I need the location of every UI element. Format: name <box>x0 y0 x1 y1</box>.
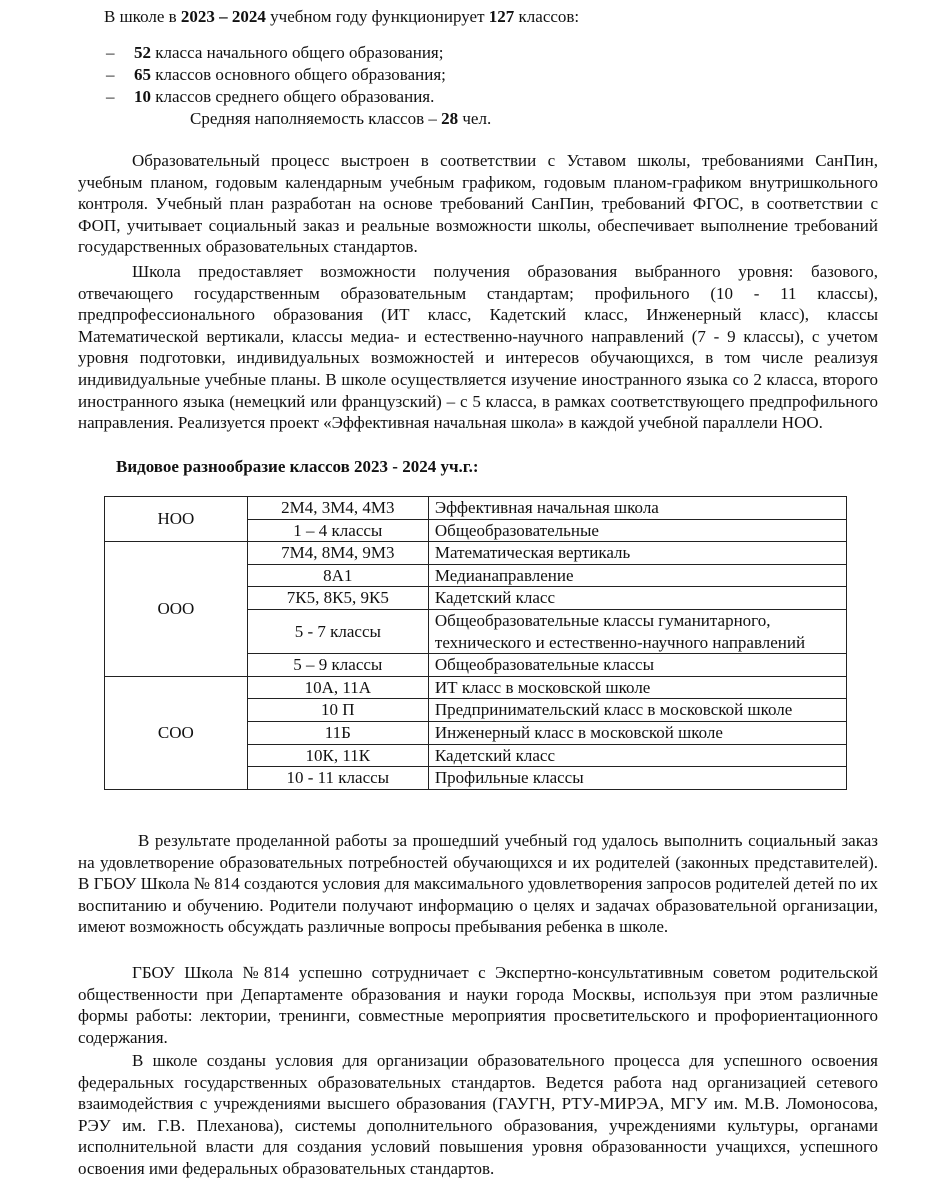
table-row <box>105 542 847 565</box>
paragraph-education-levels: Школа предоставляет возможности получения образования выбранного уровня: базового, отвечающего государственным образовательным стандартам; профильного (10 - 11 классы), предпрофессионального образования (ИТ класс, Кадетский класс, Инженерный класс), классы Математической вертикали, классы медиа- и естественно-научного направлений (7 - 9 классы), с учетом уровня подготовки, индивидуальных возможностей и интересов обучающихся, в том числе реализуя индивидуальные учебные планы. В школе осуществляется изучение иностранного языка со 2 класса, второго иностранного языка (немецкий или французский) – с 5 класса, в рамках соответствующего предпрофильного направления. Реализуется проект «Эффективная начальная школа» в каждой учебной параллели НОО. <box>78 262 878 433</box>
description-cell: Общеобразовательные <box>428 519 846 542</box>
list-num: 10 <box>134 87 151 106</box>
list-dash: – <box>106 87 115 106</box>
intro-years: 2023 – 2024 <box>180 7 266 26</box>
description-cell: ИТ класс в московской школе <box>428 676 846 699</box>
list-dash: – <box>106 43 115 62</box>
classes-cell: 7К5, 8К5, 9К5 <box>247 587 428 610</box>
intro-post: классов: <box>514 7 580 26</box>
level-cell: СОО <box>105 676 248 789</box>
table-row <box>105 676 847 699</box>
intro-mid: учебном году функционирует <box>265 7 489 26</box>
paragraph-educational-process: Образовательный процесс выстроен в соответствии с Уставом школы, требованиями СанПин, учебным планом, годовым календарным учебным графиком, годовым планом-графиком внутришкольного контроля. Учебный план разработан на основе требований СанПин, требований ФГОС, в соответствии с ФОП, учитывает социальный заказ и реальные возможности школы, обеспечивает выполнение требований государственных образовательных стандартов. <box>78 151 878 257</box>
description-cell: Медианаправление <box>428 564 846 587</box>
classes-cell: 2М4, 3М4, 4М3 <box>247 497 428 520</box>
avg-post: чел. <box>458 109 492 128</box>
classes-cell: 10 П <box>247 699 428 722</box>
level-cell: НОО <box>105 497 248 542</box>
table-row <box>105 497 847 520</box>
average-size-line <box>190 108 491 130</box>
intro-count: 127 <box>488 7 515 26</box>
classes-cell: 5 - 7 классы <box>247 609 428 653</box>
paragraph-cooperation: ГБОУ Школа №814 успешно сотрудничает с Экспертно-консультативным советом родительской общественности при Департаменте образования и науки города Москвы, используя при этом различные формы работы: лектории, тренинги, совместные мероприятия просветительского и профориентационного содержания. <box>78 963 878 1047</box>
paragraph-conditions: В школе созданы условия для организации образовательного процесса для успешного освоения федеральных государственных образовательных стандартов. Ведется работа над организацией сетевого взаимодействия с учреждениями высшего образования (ГАУГН, РТУ-МИРЭА, МГУ им. М.В. Ломоносова, РЭУ им. Г.В. Плеханова), системы дополнительного образования, учреждениями культуры, органами исполнительной власти для создания условий повышения уровня образованности учащихся, успешного освоения ими федеральных образовательных стандартов. <box>78 1051 878 1178</box>
intro-pre: В школе в <box>104 7 181 26</box>
description-cell: Кадетский класс <box>428 744 846 767</box>
description-cell: Кадетский класс <box>428 587 846 610</box>
table-title: Видовое разнообразие классов 2023 - 2024 уч.г.: <box>116 457 479 476</box>
list-dash: – <box>106 65 115 84</box>
avg-num: 28 <box>441 109 459 128</box>
level-cell: ООО <box>105 542 248 677</box>
list-num: 52 <box>134 43 151 62</box>
description-cell: Общеобразовательные классы гуманитарного, технического и естественно-научного направлений <box>428 609 846 653</box>
description-cell: Инженерный класс в московской школе <box>428 721 846 744</box>
classes-cell: 10К, 11К <box>247 744 428 767</box>
description-cell: Предпринимательский класс в московской школе <box>428 699 846 722</box>
list-text: класса начального общего образования; <box>151 43 444 62</box>
avg-pre: Средняя наполняемость классов – <box>190 109 442 128</box>
description-cell: Математическая вертикаль <box>428 542 846 565</box>
classes-cell: 1 – 4 классы <box>247 519 428 542</box>
description-cell: Эффективная начальная школа <box>428 497 846 520</box>
list-text: классов основного общего образования; <box>151 65 446 84</box>
classes-cell: 10А, 11А <box>247 676 428 699</box>
list-text: классов среднего общего образования. <box>151 87 435 106</box>
class-types-table <box>104 496 847 790</box>
classes-cell: 11Б <box>247 721 428 744</box>
list-num: 65 <box>134 65 151 84</box>
classes-cell: 7М4, 8М4, 9М3 <box>247 542 428 565</box>
intro-line <box>104 6 579 28</box>
description-cell: Общеобразовательные классы <box>428 654 846 677</box>
classes-cell: 10 - 11 классы <box>247 767 428 790</box>
paragraph-results: В результате проделанной работы за прошедший учебный год удалось выполнить социальный заказ на удовлетворение образовательных потребностей обучающихся и их родителей (законных представителей). В ГБОУ Школа № 814 создаются условия для максимального удовлетворения запросов родителей детей по их воспитанию и обучению. Родители получают информацию о целях и задачах образовательной организации, имеют возможность обсуждать различные вопросы пребывания ребенка в школе. <box>78 831 878 937</box>
description-cell: Профильные классы <box>428 767 846 790</box>
classes-cell: 5 – 9 классы <box>247 654 428 677</box>
classes-cell: 8А1 <box>247 564 428 587</box>
